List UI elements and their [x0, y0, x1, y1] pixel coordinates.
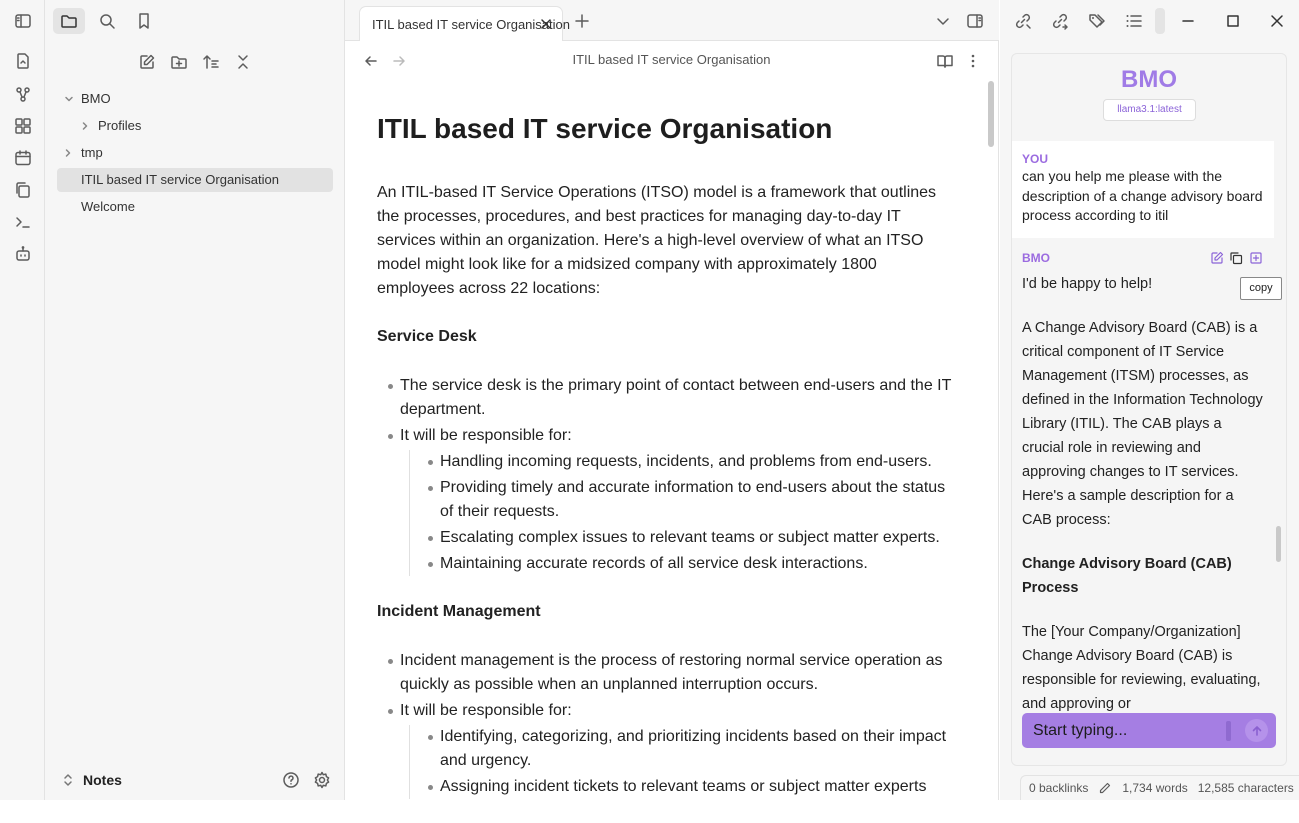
close-tab-icon[interactable]	[539, 17, 553, 31]
send-button[interactable]	[1245, 719, 1268, 742]
list-item: Identifying, categorizing, and prioritizing incidents based on their impact and urgency.	[440, 725, 957, 773]
open-quick-switcher-icon[interactable]	[12, 50, 34, 72]
tab-list-chevron-down-icon[interactable]	[933, 11, 953, 31]
status-bar	[1020, 775, 1299, 800]
bullet-list	[400, 649, 957, 799]
nested-list	[440, 450, 957, 576]
backlinks-count[interactable]: 0 backlinks	[1029, 781, 1089, 795]
left-ribbon	[0, 0, 45, 800]
copy-message-icon[interactable]	[1229, 251, 1243, 265]
chevrons-up-down-icon	[61, 773, 75, 787]
right-sidebar	[1000, 0, 1299, 800]
arrow-up-icon	[1251, 725, 1263, 737]
character-count: 12,585 characters	[1197, 781, 1294, 795]
chevron-right-icon	[62, 147, 74, 159]
user-message	[1012, 141, 1274, 238]
tab-bar	[345, 0, 999, 41]
list-item: Providing timely and accurate information to end-users about the status of their requests.	[440, 476, 957, 524]
list-item: It will be responsible for:	[400, 699, 957, 723]
user-message-text: can you help me please with the description of a change advisory board process according to itil	[1022, 168, 1263, 223]
bot-label: BMO	[1022, 251, 1050, 265]
chat-input[interactable]	[1022, 713, 1227, 748]
bullet-list	[400, 374, 957, 576]
search-icon[interactable]	[91, 8, 123, 34]
bot-paragraph: The [Your Company/Organization] Change Advisory Board (CAB) is responsible for reviewing, evaluating, and approving or	[1022, 624, 1261, 712]
tree-folder-bmo[interactable]	[57, 87, 333, 111]
toggle-right-sidebar-icon[interactable]	[965, 11, 985, 31]
terminal-icon[interactable]	[12, 211, 34, 233]
settings-gear-icon[interactable]	[310, 768, 334, 792]
graph-view-icon[interactable]	[12, 83, 34, 105]
tree-item-label: Profiles	[98, 118, 142, 133]
chevron-down-icon	[63, 93, 75, 105]
bot-message	[1012, 244, 1274, 736]
model-selector[interactable]: llama3.1:latest	[1103, 99, 1196, 121]
new-note-icon[interactable]	[135, 50, 159, 74]
tab-title: ITIL based IT service Organisation	[372, 17, 570, 32]
minimize-window-icon[interactable]	[1178, 11, 1198, 31]
close-window-icon[interactable]	[1267, 11, 1287, 31]
list-item: The service desk is the primary point of contact between end-users and the IT department.	[400, 374, 957, 422]
canvas-icon[interactable]	[12, 115, 34, 137]
word-count: 1,734 words	[1122, 781, 1188, 795]
more-options-icon[interactable]	[963, 51, 983, 71]
new-tab-plus-icon[interactable]	[572, 11, 592, 31]
editor-scrollbar[interactable]	[988, 81, 994, 147]
tree-file-itil[interactable]	[57, 168, 333, 192]
tab-itil[interactable]	[359, 6, 570, 41]
tags-icon[interactable]	[1087, 11, 1107, 31]
editor-pane	[345, 41, 999, 800]
tree-folder-tmp[interactable]	[57, 141, 333, 165]
note-content[interactable]	[377, 111, 957, 823]
append-to-note-icon[interactable]	[1249, 251, 1263, 265]
maximize-window-icon[interactable]	[1223, 11, 1243, 31]
copy-files-icon[interactable]	[12, 179, 34, 201]
tree-item-label: tmp	[81, 145, 103, 160]
bmo-chat-panel	[1011, 53, 1287, 766]
reading-view-book-icon[interactable]	[935, 51, 955, 71]
chat-input-box	[1022, 713, 1276, 748]
list-item: It will be responsible for:	[400, 424, 957, 448]
list-item: Assigning incident tickets to relevant teams or subject matter experts	[440, 775, 957, 799]
copy-tooltip: copy	[1240, 277, 1282, 300]
tree-file-welcome[interactable]	[57, 195, 333, 219]
new-folder-icon[interactable]	[167, 50, 191, 74]
outline-list-icon[interactable]	[1124, 11, 1144, 31]
tree-folder-profiles[interactable]	[57, 114, 333, 138]
nested-list	[440, 725, 957, 799]
view-header-title[interactable]: ITIL based IT service Organisation	[572, 52, 771, 67]
backlinks-link-icon[interactable]	[1013, 11, 1033, 31]
editing-mode-pencil-icon[interactable]	[1098, 781, 1112, 795]
list-item: Handling incoming requests, incidents, and problems from end-users.	[440, 450, 957, 474]
collapse-all-icon[interactable]	[231, 50, 255, 74]
bookmark-icon[interactable]	[128, 8, 160, 34]
list-item: Maintaining accurate records of all service desk interactions.	[440, 552, 957, 576]
tree-item-label: ITIL based IT service Organisation	[81, 172, 279, 187]
vault-switcher[interactable]	[61, 768, 122, 792]
bot-icon[interactable]	[12, 243, 34, 265]
daily-note-calendar-icon[interactable]	[12, 147, 34, 169]
tree-item-label: Welcome	[81, 199, 135, 214]
user-label: YOU	[1022, 152, 1049, 166]
tree-item-label: BMO	[81, 91, 111, 106]
note-title: ITIL based IT service Organisation	[377, 113, 833, 144]
files-tab-folder-icon[interactable]	[53, 8, 85, 34]
bot-paragraph: I'd be happy to help!	[1022, 276, 1153, 292]
list-item: Escalating complex issues to relevant teams or subject matter experts.	[440, 526, 957, 550]
bot-paragraph-heading: Change Advisory Board (CAB) Process	[1022, 556, 1232, 596]
help-icon[interactable]	[279, 768, 303, 792]
intro-paragraph: An ITIL-based IT Service Operations (ITSO) model is a framework that outlines the processes, procedures, and best practices for managing day-to-day IT services within an organization. Here's a high-level overview of what an ITSO model might look like for a midsized company with approximately 1800 employees across 22 locations:	[377, 184, 937, 297]
file-explorer	[45, 0, 345, 800]
section-heading: Incident Management	[377, 603, 541, 620]
toggle-sidebar-icon[interactable]	[12, 10, 34, 32]
input-divider	[1226, 721, 1231, 741]
bot-paragraph: A Change Advisory Board (CAB) is a critical component of IT Service Management (ITSM) processes, as defined in the Information Technology Library (ITIL). The CAB plays a crucial role in reviewing and approving changes to IT services. Here's a sample description for a CAB process:	[1022, 320, 1263, 528]
edit-message-icon[interactable]	[1210, 251, 1224, 265]
list-item: Incident management is the process of restoring normal service operation as quickly as possible when an unplanned interruption occurs.	[400, 649, 957, 697]
outgoing-links-icon[interactable]	[1050, 11, 1070, 31]
section-heading: Service Desk	[377, 328, 477, 345]
sort-order-icon[interactable]	[199, 50, 223, 74]
chevron-right-icon	[79, 120, 91, 132]
vault-name: Notes	[83, 772, 122, 788]
chatbot-title: BMO	[1121, 66, 1177, 93]
chat-scrollbar[interactable]	[1276, 526, 1281, 562]
active-tab-indicator[interactable]	[1155, 8, 1165, 34]
